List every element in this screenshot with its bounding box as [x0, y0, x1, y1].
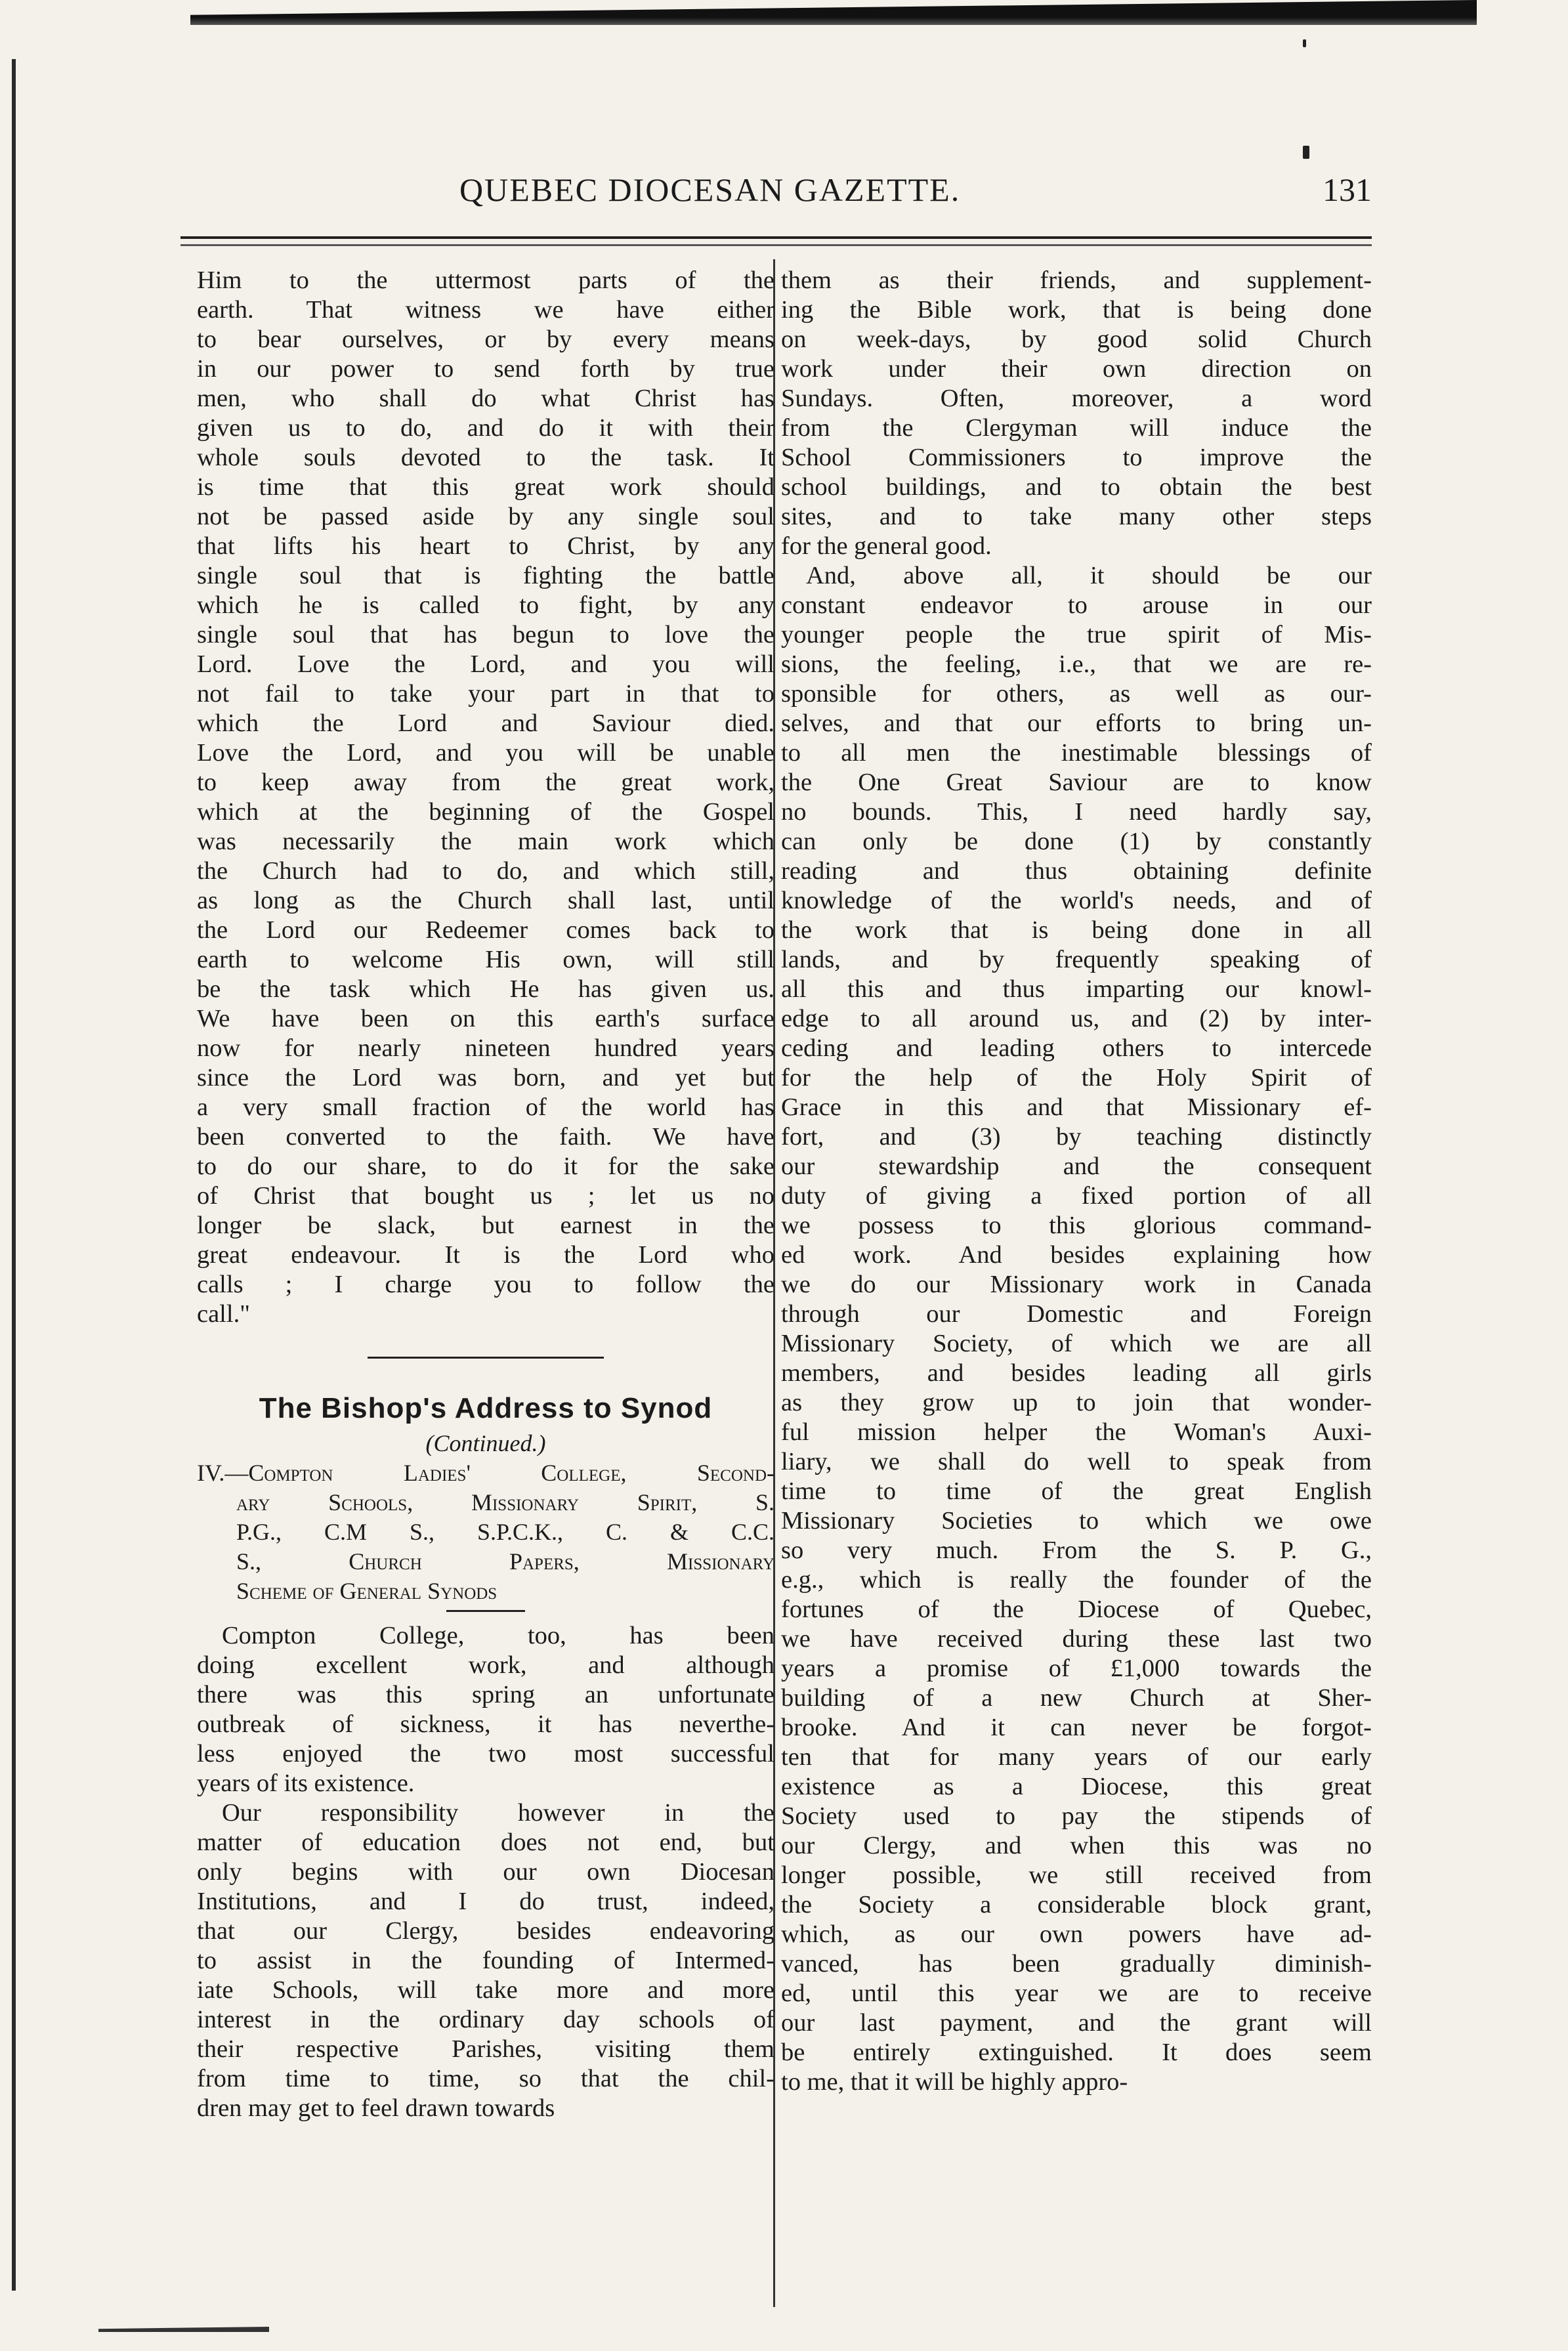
text-line: years a promise of £1,000 towards the: [781, 1655, 1372, 1682]
text-line: existence as a Diocese, this great: [781, 1773, 1372, 1800]
text-line: ed, until this year we are to receive: [781, 1980, 1372, 2007]
text-line: is time that this great work should: [197, 473, 774, 501]
text-line: the Church had to do, and which still,: [197, 857, 774, 885]
left-margin-line: [12, 59, 16, 2291]
print-speck: [1303, 146, 1309, 159]
text-line: time to time of the great English: [781, 1477, 1372, 1505]
text-line: Love the Lord, and you will be unable: [197, 739, 774, 767]
text-line: doing excellent work, and although: [197, 1651, 774, 1679]
text-line: that lifts his heart to Christ, by any: [197, 532, 774, 560]
text-line: only begins with our own Diocesan: [197, 1858, 774, 1886]
left-paragraph-3: [197, 1798, 774, 2123]
section-separator: [368, 1357, 604, 1359]
text-line: edge to all around us, and (2) by inter-: [781, 1005, 1372, 1032]
text-line: knowledge of the world's needs, and of: [781, 887, 1372, 914]
header-rule: [180, 236, 1372, 239]
continued-note: (Continued.): [425, 1430, 546, 1456]
text-line: selves, and that our efforts to bring un-: [781, 710, 1372, 737]
text-line: which, as our own powers have ad-: [781, 1920, 1372, 1948]
text-line: e.g., which is really the founder of the: [781, 1566, 1372, 1594]
text-line: reading and thus obtaining definite: [781, 857, 1372, 885]
text-line: ed work. And besides explaining how: [781, 1241, 1372, 1269]
text-line: sponsible for others, as well as our-: [781, 680, 1372, 708]
text-line: ceding and leading others to intercede: [781, 1034, 1372, 1062]
right-paragraph-2: [781, 561, 1372, 2097]
text-line: since the Lord was born, and yet but: [197, 1064, 774, 1091]
subheading-separator: [446, 1610, 525, 1612]
text-line: building of a new Church at Sher-: [781, 1684, 1372, 1712]
left-paragraph-1: [197, 266, 774, 1329]
text-line: to keep away from the great work,: [197, 769, 774, 796]
text-line: which at the beginning of the Gospel: [197, 798, 774, 826]
text-line: matter of education does not end, but: [197, 1829, 774, 1856]
text-line: great endeavour. It is the Lord who: [197, 1241, 774, 1269]
text-line: there was this spring an unfortunate: [197, 1681, 774, 1708]
text-line: earth to welcome His own, will still: [197, 946, 774, 973]
text-line: members, and besides leading all girls: [781, 1359, 1372, 1387]
text-line: liary, we shall do well to speak from: [781, 1448, 1372, 1475]
text-line: we have received during these last two: [781, 1625, 1372, 1653]
left-paragraph-2: [197, 1621, 774, 1798]
text-line: constant endeavor to arouse in our: [781, 591, 1372, 619]
publication-title: QUEBEC DIOCESAN GAZETTE.: [459, 171, 961, 208]
text-line: be entirely extinguished. It does seem: [781, 2039, 1372, 2066]
text-line: earth. That witness we have either: [197, 296, 774, 324]
text-line: not fail to take your part in that to: [197, 680, 774, 708]
text-line: was necessarily the main work which: [197, 828, 774, 855]
text-line: as long as the Church shall last, until: [197, 887, 774, 914]
text-line: IV.—Compton Ladies' College, Second-: [197, 1460, 774, 1486]
text-line: sites, and to take many other steps: [781, 503, 1372, 530]
text-line: through our Domestic and Foreign: [781, 1300, 1372, 1328]
print-speck: [1303, 39, 1306, 47]
text-line: that our Clergy, besides endeavoring: [197, 1917, 774, 1945]
text-line: to do our share, to do it for the sake: [197, 1153, 774, 1180]
text-line: the Lord our Redeemer comes back to: [197, 916, 774, 944]
text-line: the work that is being done in all: [781, 916, 1372, 944]
text-line: less enjoyed the two most successful: [197, 1740, 774, 1768]
text-line: to me, that it will be highly appro-: [781, 2068, 1128, 2096]
text-line: fortunes of the Diocese of Quebec,: [781, 1596, 1372, 1623]
right-paragraph-1: [781, 266, 1372, 561]
text-line: to bear ourselves, or by every means: [197, 326, 774, 353]
text-line: our last payment, and the grant will: [781, 2009, 1372, 2037]
text-line: men, who shall do what Christ has: [197, 385, 774, 412]
text-line: lands, and by frequently speaking of: [781, 946, 1372, 973]
text-line: for the help of the Holy Spirit of: [781, 1064, 1372, 1091]
text-line: interest in the ordinary day schools of: [197, 2006, 774, 2033]
text-line: Him to the uttermost parts of the: [197, 266, 774, 294]
text-line: Lord. Love the Lord, and you will: [197, 650, 774, 678]
text-line: ary Schools, Missionary Spirit, S.: [236, 1489, 774, 1515]
text-line: now for nearly nineteen hundred years: [197, 1034, 774, 1062]
text-line: our stewardship and the consequent: [781, 1153, 1372, 1180]
text-line: dren may get to feel drawn towards: [197, 2094, 555, 2122]
text-line: sions, the feeling, i.e., that we are re-: [781, 650, 1372, 678]
text-line: to all men the inestimable blessings of: [781, 739, 1372, 767]
text-line: whole souls devoted to the task. It: [197, 444, 774, 471]
text-line: school buildings, and to obtain the best: [781, 473, 1372, 501]
text-line: as they grow up to join that wonder-: [781, 1389, 1372, 1416]
text-line: ful mission helper the Woman's Auxi-: [781, 1418, 1372, 1446]
text-line: been converted to the faith. We have: [197, 1123, 774, 1151]
text-line: younger people the true spirit of Mis-: [781, 621, 1372, 648]
header-rule-secondary: [180, 244, 1372, 246]
text-line: we do our Missionary work in Canada: [781, 1271, 1372, 1298]
text-line: ing the Bible work, that is being done: [781, 296, 1372, 324]
text-line: vanced, has been gradually diminish-: [781, 1950, 1372, 1978]
text-line: all this and thus imparting our knowl-: [781, 975, 1372, 1003]
text-line: them as their friends, and supplement-: [781, 266, 1372, 294]
text-line: we possess to this glorious command-: [781, 1212, 1372, 1239]
text-line: Our responsibility however in the: [222, 1799, 774, 1827]
text-line: ten that for many years of our early: [781, 1743, 1372, 1771]
text-line: Missionary Society, of which we are all: [781, 1330, 1372, 1357]
section-subheading: [197, 1458, 774, 1606]
text-line: work under their own direction on: [781, 355, 1372, 383]
text-line: Society used to pay the stipends of: [781, 1802, 1372, 1830]
text-line: for the general good.: [781, 532, 992, 560]
text-line: a very small fraction of the world has: [197, 1093, 774, 1121]
text-line: their respective Parishes, visiting them: [197, 2035, 774, 2063]
text-line: from the Clergyman will induce the: [781, 414, 1372, 442]
text-line: Institutions, and I do trust, indeed,: [197, 1888, 774, 1915]
text-line: outbreak of sickness, it has neverthe-: [197, 1710, 774, 1738]
text-line: School Commissioners to improve the: [781, 444, 1372, 471]
text-line: single soul that has begun to love the: [197, 621, 774, 648]
text-line: years of its existence.: [197, 1769, 415, 1797]
text-line: Missionary Societies to which we owe: [781, 1507, 1372, 1535]
text-line: Grace in this and that Missionary ef-: [781, 1093, 1372, 1121]
text-line: P.G., C.M S., S.P.C.K., C. & C.C.: [236, 1519, 774, 1545]
bottom-print-mark: [98, 2327, 269, 2332]
text-line: of Christ that bought us ; let us no: [197, 1182, 774, 1210]
text-line: longer be slack, but earnest in the: [197, 1212, 774, 1239]
text-line: We have been on this earth's surface: [197, 1005, 774, 1032]
text-line: Scheme of General Synods: [236, 1578, 498, 1604]
text-line: the Society a considerable block grant,: [781, 1891, 1372, 1918]
text-line: single soul that is fighting the battle: [197, 562, 774, 589]
text-line: brooke. And it can never be forgot-: [781, 1714, 1372, 1741]
text-line: And, above all, it should be our: [806, 562, 1372, 589]
text-line: fort, and (3) by teaching distinctly: [781, 1123, 1372, 1151]
text-line: no bounds. This, I need hardly say,: [781, 798, 1372, 826]
right-column: [781, 266, 1372, 2097]
page-header: [177, 164, 1372, 223]
text-line: to assist in the founding of Intermed-: [197, 1947, 774, 1974]
text-line: given us to do, and do it with their: [197, 414, 774, 442]
text-line: on week-days, by good solid Church: [781, 326, 1372, 353]
text-line: duty of giving a fixed portion of all: [781, 1182, 1372, 1210]
text-line: call.": [197, 1300, 250, 1328]
text-line: the One Great Saviour are to know: [781, 769, 1372, 796]
text-line: longer possible, we still received from: [781, 1861, 1372, 1889]
text-line: so very much. From the S. P. G.,: [781, 1536, 1372, 1564]
text-line: in our power to send forth by true: [197, 355, 774, 383]
text-line: Sundays. Often, moreover, a word: [781, 385, 1372, 412]
text-line: Compton College, too, has been: [222, 1622, 774, 1649]
top-border-rule: [190, 0, 1477, 25]
section-heading: The Bishop's Address to Synod: [259, 1392, 713, 1424]
text-line: can only be done (1) by constantly: [781, 828, 1372, 855]
text-line: which the Lord and Saviour died.: [197, 710, 774, 737]
text-line: from time to time, so that the chil-: [197, 2065, 774, 2092]
text-line: which he is called to fight, by any: [197, 591, 774, 619]
text-line: not be passed aside by any single soul: [197, 503, 774, 530]
page-number: 131: [1323, 171, 1372, 208]
text-line: our Clergy, and when this was no: [781, 1832, 1372, 1859]
text-line: calls ; I charge you to follow the: [197, 1271, 774, 1298]
text-line: S., Church Papers, Missionary: [236, 1548, 774, 1575]
left-column: [197, 266, 774, 2123]
text-line: be the task which He has given us.: [197, 975, 774, 1003]
text-line: iate Schools, will take more and more: [197, 1976, 774, 2004]
